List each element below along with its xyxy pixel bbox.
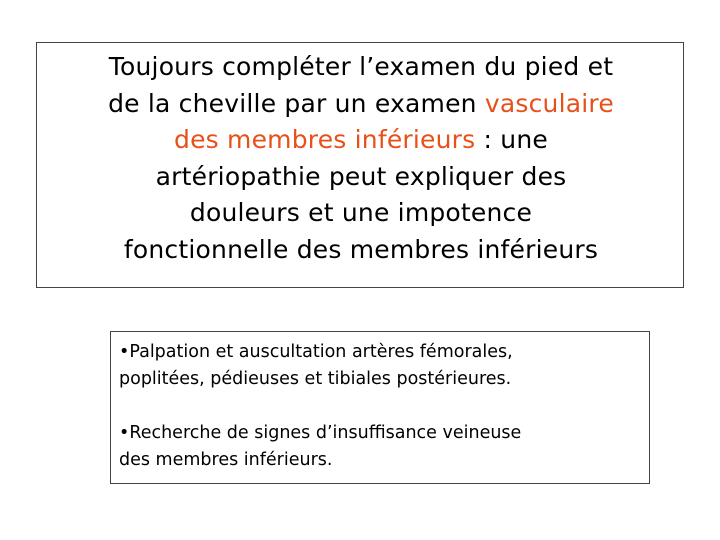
highlight-membres-inferieurs: des membres inférieurs xyxy=(174,125,476,154)
main-line-3 xyxy=(37,122,685,159)
main-line-2 xyxy=(37,86,685,123)
bullet-list-box xyxy=(110,331,650,484)
main-line-5: douleurs et une impotence xyxy=(189,198,533,227)
bullet-spacer xyxy=(119,393,641,420)
highlight-vasculaire: vasculaire xyxy=(484,88,614,118)
main-line-2-text: de la cheville par un examen xyxy=(108,88,485,118)
bullet-item-1-line-1: •Palpation et auscultation artères fémorales, xyxy=(119,342,513,362)
main-line-6: fonctionnelle des membres inférieurs xyxy=(123,234,599,264)
bullet-item-2-line-1: •Recherche de signes d’insuffisance veineuse xyxy=(119,423,522,443)
main-line-4: artériopathie peut expliquer des xyxy=(155,161,567,191)
bullet-item-2-line-2: des membres inférieurs. xyxy=(119,450,333,470)
main-line-3-text: : une xyxy=(475,125,548,154)
main-line-1: Toujours compléter l’examen du pied et xyxy=(108,52,614,81)
bullet-item-1-line-2: poplitées, pédieuses et tibiales postérieures. xyxy=(119,369,512,389)
main-statement-box xyxy=(36,42,684,288)
main-statement xyxy=(37,49,685,268)
